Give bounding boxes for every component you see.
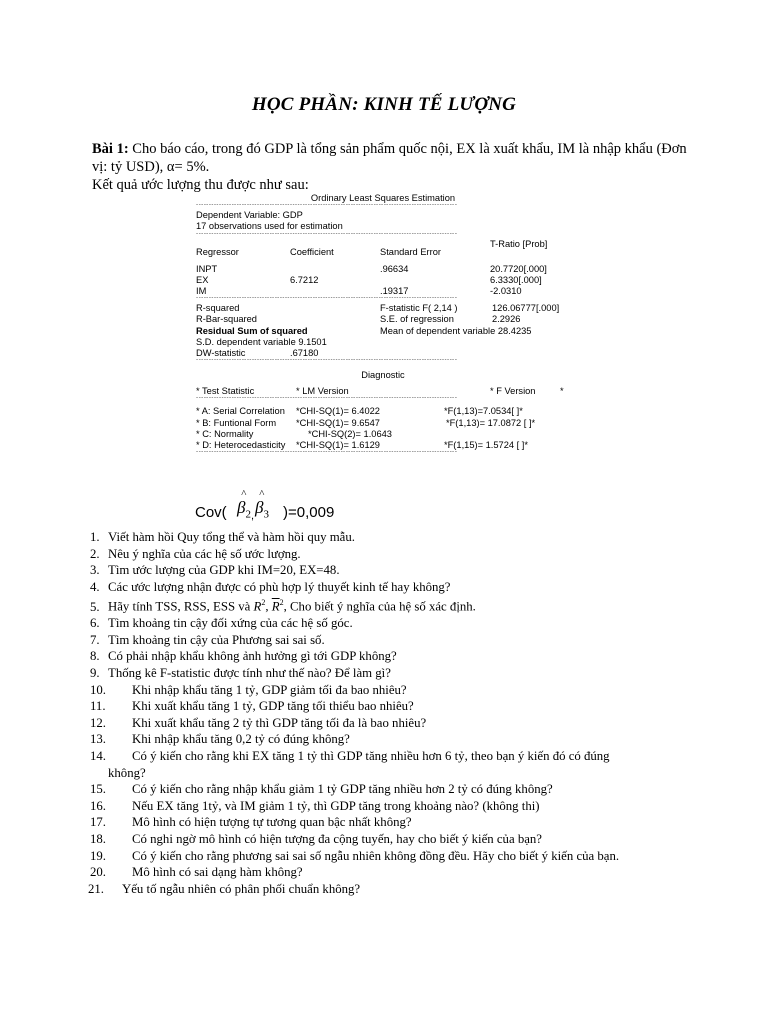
list-item <box>90 632 700 649</box>
item-text: Mô hình có sai dạng hàm không? <box>132 865 303 880</box>
stats-row <box>196 326 570 337</box>
r-squared-symbol: R <box>253 599 262 614</box>
superscript: 2 <box>261 598 266 608</box>
t-ratio-value: 20.7720[.000] <box>490 263 547 274</box>
separator-line: ******************************************************************************************************* <box>196 204 458 210</box>
sd-dependent-label: S.D. dependent variable 9.1501 <box>196 336 327 347</box>
std-error-value: .96634 <box>380 263 409 274</box>
diagnostic-lm: *CHI-SQ(1)= 6.4022 <box>296 406 380 417</box>
observations-count: 17 observations used for estimation <box>196 221 343 232</box>
list-item <box>90 562 700 579</box>
table-row <box>196 264 570 275</box>
header-end-marker: * <box>560 386 564 397</box>
header-coefficient: Coefficient <box>290 246 334 257</box>
item-number: 13. <box>90 732 106 747</box>
item-text: Nếu EX tăng 1tỷ, và IM giảm 1 tỷ, thì GDP tăng trong khoảng nào? (không thi) <box>132 798 540 813</box>
stats-row <box>196 314 570 325</box>
header-lm-version: * LM Version <box>296 386 349 397</box>
table-row <box>196 429 570 440</box>
item-number: 6. <box>90 616 100 631</box>
item-text: Nêu ý nghĩa của các hệ số ước lượng. <box>108 546 301 561</box>
header-test-statistic: * Test Statistic <box>196 386 255 397</box>
beta-subscript: 2 <box>245 508 251 521</box>
list-item <box>90 864 700 881</box>
item-text: Khi nhập khẩu tăng 1 tỷ, GDP giảm tối đa bao nhiêu? <box>132 682 407 697</box>
list-item <box>90 546 700 563</box>
f-statistic-value: 126.06777[.000] <box>492 303 560 314</box>
item-number: 15. <box>90 782 106 797</box>
intro-result-text: Kết quả ước lượng thu được như sau: <box>92 177 309 193</box>
list-item <box>90 648 700 665</box>
item-number: 4. <box>90 579 100 594</box>
item-text: Hãy tính TSS, RSS, ESS và <box>108 599 254 614</box>
stats-row <box>196 337 570 348</box>
problem-intro <box>92 140 692 194</box>
se-regression-label: S.E. of regression <box>380 314 454 325</box>
item-text: Mô hình có hiện tượng tự tương quan bậc nhất không? <box>132 815 412 830</box>
item-text: Có ý kiến cho rằng phương sai sai số ngẫu nhiên không đồng đều. Hãy cho biết ý kiến của bạn. <box>132 848 620 863</box>
beta-2-hat: ^ $\beta_2$ <box>237 488 251 521</box>
item-number: 19. <box>90 848 106 863</box>
dw-statistic-label: DW-statistic <box>196 347 246 358</box>
item-text: Có ý kiến cho rằng khi EX tăng 1 tỷ thì GDP tăng nhiều hơn 6 tỷ, theo bạn ý kiến đó có đúng <box>132 748 610 763</box>
list-item <box>90 682 700 699</box>
question-list <box>90 529 700 897</box>
diagnostic-f: *F(1,13)= 17.0872 [ ]* <box>446 417 536 428</box>
item-number: 8. <box>90 649 100 664</box>
r-bar-squared-label: R-Bar-squared <box>196 314 257 325</box>
item-number: 17. <box>90 815 106 830</box>
covariance-formula <box>195 488 435 530</box>
item-number: 16. <box>90 798 106 813</box>
list-item <box>90 529 700 546</box>
item-text: Có ý kiến cho rằng nhập khẩu giảm 1 tỷ GDP tăng nhiều hơn 2 tỷ có đúng không? <box>132 782 553 797</box>
r-squared-label: R-squared <box>196 303 240 314</box>
diagnostic-test: * B: Funtional Form <box>196 417 277 428</box>
header-regressor: Regressor <box>196 246 239 257</box>
dependent-variable: Dependent Variable: GDP <box>196 210 303 221</box>
item-number: 18. <box>90 831 106 846</box>
item-text: Có phải nhập khẩu không ảnh hưởng gì tới GDP không? <box>108 649 397 664</box>
coefficient-value: 6.7212 <box>290 274 319 285</box>
separator: , <box>265 599 272 614</box>
stats-row <box>196 348 570 359</box>
list-item <box>90 831 700 848</box>
list-item <box>90 781 700 798</box>
beta-symbol: β <box>255 498 264 517</box>
item-number: 2. <box>90 546 100 561</box>
cov-comma: , <box>251 510 255 522</box>
table-row <box>196 286 570 297</box>
item-text: Có nghi ngờ mô hình có hiện tượng đa cộng tuyến, hay cho biết ý kiến của bạn? <box>132 831 542 846</box>
beta-symbol: β <box>237 498 246 517</box>
header-t-ratio: T-Ratio [Prob] <box>490 238 548 249</box>
item-number: 1. <box>90 530 100 544</box>
item-number: 7. <box>90 632 100 647</box>
list-item <box>90 814 700 831</box>
separator-line: ******************************************************************************************************* <box>196 232 458 238</box>
ols-heading: Ordinary Least Squares Estimation <box>310 193 456 203</box>
regressor-name: IM <box>196 285 207 296</box>
ols-estimation-table <box>196 193 570 457</box>
regressor-name: INPT <box>196 263 218 274</box>
item-text: , Cho biết ý nghĩa của hệ số xác định. <box>283 599 476 614</box>
separator-line: ******************************************************************************************************* <box>196 297 458 303</box>
rss-label: Residual Sum of squared <box>196 325 308 336</box>
separator-line: ******************************************************************************************************* <box>196 359 458 365</box>
item-text: Tìm khoảng tin cậy đối xứng của các hệ số góc. <box>108 616 353 631</box>
item-number: 11. <box>90 699 106 714</box>
f-statistic-label: F-statistic F( 2,14 ) <box>380 303 458 314</box>
item-number: 3. <box>90 563 100 578</box>
list-item <box>90 731 700 748</box>
diagnostic-test: * D: Heterocedasticity <box>196 440 286 450</box>
diagnostic-f: *F(1,15)= 1.5724 [ ]* <box>444 440 528 450</box>
diagnostic-lm: *CHI-SQ(1)= 9.6547 <box>296 417 380 428</box>
diagnostic-test: * C: Normality <box>196 428 254 439</box>
page-title: HỌC PHẦN: KINH TẾ LƯỢNG <box>251 94 517 115</box>
list-item <box>90 798 700 815</box>
list-item <box>90 665 700 682</box>
diagnostic-f: *F(1,13)=7.0534[ ]* <box>444 406 523 417</box>
dw-statistic-value: .67180 <box>290 347 319 358</box>
t-ratio-value: -2.0310 <box>490 285 522 296</box>
r-bar-symbol: $\overline{R}$ <box>271 599 280 614</box>
list-item <box>90 848 700 865</box>
diagnostic-lm: *CHI-SQ(2)= 1.0643 <box>308 428 392 439</box>
item-text: Khi nhập khẩu tăng 0,2 tỷ có đúng không? <box>132 732 350 747</box>
table-row <box>196 440 570 451</box>
item-number: 20. <box>90 865 106 880</box>
table-row <box>196 406 570 417</box>
table-row <box>196 275 570 286</box>
item-text-continued: không? <box>108 765 146 780</box>
list-item <box>90 615 700 632</box>
item-text: Thống kê F-statistic được tính như thế nào? Để làm gì? <box>108 666 391 681</box>
beta-subscript: 3 <box>263 508 269 521</box>
item-text: Tìm ước lượng của GDP khi IM=20, EX=48. <box>108 563 340 578</box>
cov-value: )=0,009 <box>283 504 335 521</box>
regressor-header-row <box>196 239 570 259</box>
item-number: 21. <box>88 881 104 896</box>
cov-label: Cov( <box>195 504 227 521</box>
intro-text: Cho báo cáo, trong đó GDP là tổng sản phẩm quốc nội, EX là xuất khẩu, IM là nhập khẩu (Đơn vị: tỷ USD), α= 5%. <box>92 141 687 175</box>
header-f-version: * F Version <box>490 386 536 397</box>
stats-row <box>196 303 570 314</box>
se-regression-value: 2.2926 <box>492 314 521 325</box>
beta-3-hat: ^ $\beta_3$ <box>255 488 269 521</box>
table-row <box>196 418 570 429</box>
exercise-label: Bài 1: <box>92 141 129 157</box>
superscript: 2 <box>279 598 284 608</box>
header-standard-error: Standard Error <box>380 246 441 257</box>
item-text: Viết hàm hồi Quy tổng thể và hàm hồi quy mẫu. <box>108 530 355 544</box>
list-item <box>90 698 700 715</box>
mean-dependent-label: Mean of dependent variable 28.4235 <box>380 325 532 336</box>
item-number: 9. <box>90 666 100 681</box>
separator-line: ******************************************************************************************************* <box>196 451 458 457</box>
separator-line: ******************************************************************************************************* <box>196 397 458 403</box>
diagnostic-test: * A: Serial Correlation <box>196 406 285 417</box>
item-number: 12. <box>90 715 106 730</box>
list-item <box>90 715 700 732</box>
item-text: Khi xuất khẩu tăng 1 tỷ, GDP tăng tối thiểu bao nhiêu? <box>132 699 414 714</box>
t-ratio-value: 6.3330[.000] <box>490 274 542 285</box>
list-item <box>88 881 700 898</box>
item-text: Tìm khoảng tin cậy của Phương sai sai số. <box>108 632 325 647</box>
item-text: Yếu tố ngẫu nhiên có phân phối chuẩn không? <box>122 881 361 896</box>
item-text: Khi xuất khẩu tăng 2 tỷ thì GDP tăng tối đa là bao nhiêu? <box>132 715 427 730</box>
regressor-name: EX <box>196 274 209 285</box>
item-number: 10. <box>90 682 106 697</box>
item-text: Các ước lượng nhận được có phù hợp lý thuyết kinh tế hay không? <box>108 579 451 594</box>
std-error-value: .19317 <box>380 285 409 296</box>
item-number: 14. <box>90 748 106 763</box>
list-item <box>90 579 700 596</box>
list-item <box>90 748 700 781</box>
diagnostic-lm: *CHI-SQ(1)= 1.6129 <box>296 440 380 450</box>
diagnostic-heading: Diagnostic <box>361 370 405 381</box>
item-number: 5. <box>90 599 100 614</box>
list-item <box>90 595 700 615</box>
diagnostic-header-row <box>196 386 570 397</box>
